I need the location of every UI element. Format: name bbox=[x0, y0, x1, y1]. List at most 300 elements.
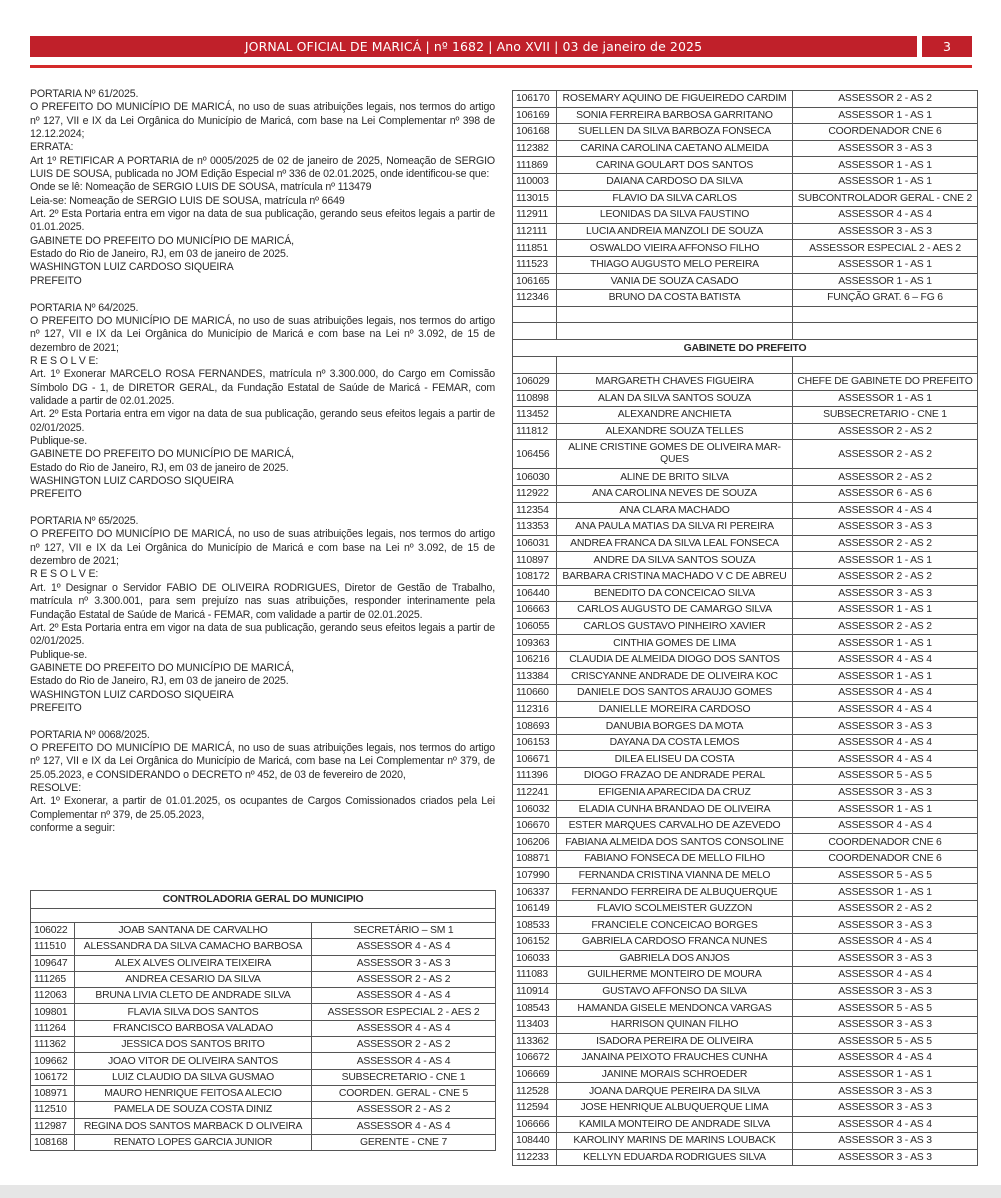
cargo-cell: ASSESSOR 3 - AS 3 bbox=[793, 917, 978, 934]
cargo-cell: ASSESSOR 2 - AS 2 bbox=[793, 469, 978, 486]
matricula-cell: 106669 bbox=[513, 1066, 557, 1083]
matricula-cell: 110898 bbox=[513, 390, 557, 407]
cargo-cell: ASSESSOR 4 - AS 4 bbox=[312, 1020, 496, 1036]
cargo-cell: ASSESSOR 3 - AS 3 bbox=[793, 1149, 978, 1166]
cargo-cell: ASSESSOR 4 - AS 4 bbox=[793, 934, 978, 951]
matricula-cell: 110914 bbox=[513, 983, 557, 1000]
table-row bbox=[513, 390, 978, 407]
name-cell: ALEXANDRE SOUZA TELLES bbox=[557, 423, 793, 440]
portaria-resolve: R E S O L V E: bbox=[30, 354, 99, 367]
cargo-cell: ASSESSOR 2 - AS 2 bbox=[793, 440, 978, 469]
matricula-cell: 111869 bbox=[513, 157, 557, 174]
matricula-cell: 108871 bbox=[513, 851, 557, 868]
matricula-cell: 106206 bbox=[513, 834, 557, 851]
name-cell: ANA CAROLINA NEVES DE SOUZA bbox=[557, 485, 793, 502]
table-row bbox=[31, 923, 496, 939]
name-cell: ELADIA CUNHA BRANDAO DE OLIVEIRA bbox=[557, 801, 793, 818]
cargo-cell: ASSESSOR 2 - AS 2 bbox=[793, 618, 978, 635]
portaria-publique: Publique-se. bbox=[30, 648, 88, 661]
matricula-cell: 106170 bbox=[513, 91, 557, 108]
cargo-cell: COORDEN. GERAL - CNE 5 bbox=[312, 1085, 496, 1101]
table-row bbox=[31, 1102, 496, 1118]
matricula-cell: 106440 bbox=[513, 585, 557, 602]
cargo-cell: ASSESSOR 3 - AS 3 bbox=[793, 784, 978, 801]
matricula-cell: 111396 bbox=[513, 768, 557, 785]
table-row bbox=[513, 535, 978, 552]
cargo-cell: ASSESSOR 4 - AS 4 bbox=[793, 685, 978, 702]
matricula-cell: 109801 bbox=[31, 1004, 75, 1020]
table-row bbox=[31, 1134, 496, 1150]
name-cell: FLAVIA SILVA DOS SANTOS bbox=[75, 1004, 312, 1020]
cargo-cell: ASSESSOR 3 - AS 3 bbox=[793, 519, 978, 536]
table-row bbox=[513, 967, 978, 984]
cargo-cell: ASSESSOR 4 - AS 4 bbox=[793, 817, 978, 834]
table-row bbox=[513, 1133, 978, 1150]
matricula-cell: 112346 bbox=[513, 290, 557, 307]
name-cell: ALINE CRISTINE GOMES DE OLIVEIRA MAR- QUES bbox=[557, 440, 793, 469]
table-row bbox=[513, 1050, 978, 1067]
controladoria-table bbox=[30, 890, 496, 1151]
section-header-row bbox=[513, 339, 978, 357]
table-row bbox=[513, 602, 978, 619]
matricula-cell: 112594 bbox=[513, 1099, 557, 1116]
cargo-cell: SECRETÁRIO – SM 1 bbox=[312, 923, 496, 939]
cargo-cell: ASSESSOR 1 - AS 1 bbox=[793, 256, 978, 273]
cargo-cell: ASSESSOR 1 - AS 1 bbox=[793, 801, 978, 818]
name-cell: JESSICA DOS SANTOS BRITO bbox=[75, 1037, 312, 1053]
cargo-cell: ASSESSOR 1 - AS 1 bbox=[793, 602, 978, 619]
table-row bbox=[513, 157, 978, 174]
cargo-cell: ASSESSOR 1 - AS 1 bbox=[793, 552, 978, 569]
name-cell: GABRIELA CARDOSO FRANCA NUNES bbox=[557, 934, 793, 951]
cargo-cell: COORDENADOR CNE 6 bbox=[793, 834, 978, 851]
matricula-cell: 106153 bbox=[513, 734, 557, 751]
table-row bbox=[513, 423, 978, 440]
name-cell: BRUNA LIVIA CLETO DE ANDRADE SILVA bbox=[75, 988, 312, 1004]
matricula-cell: 106216 bbox=[513, 651, 557, 668]
table-row bbox=[513, 651, 978, 668]
portaria-local-data: Estado do Rio de Janeiro, RJ, em 03 de janeiro de 2025. bbox=[30, 248, 289, 261]
name-cell: FERNANDO FERREIRA DE ALBUQUERQUE bbox=[557, 884, 793, 901]
name-cell: FRANCISCO BARBOSA VALADAO bbox=[75, 1020, 312, 1036]
name-cell: MARGARETH CHAVES FIGUEIRA bbox=[557, 374, 793, 391]
cargo-cell: ASSESSOR 2 - AS 2 bbox=[793, 535, 978, 552]
matricula-cell: 106663 bbox=[513, 602, 557, 619]
matricula-cell: 106033 bbox=[513, 950, 557, 967]
journal-header-title: JORNAL OFICIAL DE MARICÁ | nº 1682 | Ano XVII | 03 de janeiro de 2025 bbox=[30, 36, 917, 57]
cargo-cell: ASSESSOR 2 - AS 2 bbox=[793, 423, 978, 440]
cargo-cell: ASSESSOR 5 - AS 5 bbox=[793, 768, 978, 785]
matricula-cell: 108168 bbox=[31, 1134, 75, 1150]
table-row bbox=[513, 190, 978, 207]
portaria-title: PORTARIA Nº 64/2025. bbox=[30, 301, 139, 314]
name-cell: CARLOS GUSTAVO PINHEIRO XAVIER bbox=[557, 618, 793, 635]
table-row bbox=[513, 568, 978, 585]
cargo-cell: ASSESSOR 3 - AS 3 bbox=[793, 140, 978, 157]
name-cell: ALAN DA SILVA SANTOS SOUZA bbox=[557, 390, 793, 407]
table-row bbox=[513, 173, 978, 190]
cargo-cell: ASSESSOR 3 - AS 3 bbox=[793, 223, 978, 240]
table-row bbox=[31, 939, 496, 955]
table-row bbox=[513, 900, 978, 917]
portaria-local-data: Estado do Rio de Janeiro, RJ, em 03 de janeiro de 2025. bbox=[30, 461, 289, 474]
matricula-cell: 113353 bbox=[513, 519, 557, 536]
portaria-65 bbox=[30, 515, 495, 715]
cargo-cell: ASSESSOR 4 - AS 4 bbox=[793, 701, 978, 718]
table-row bbox=[513, 469, 978, 486]
table-row bbox=[513, 701, 978, 718]
name-cell: ALINE DE BRITO SILVA bbox=[557, 469, 793, 486]
portaria-64 bbox=[30, 302, 495, 502]
matricula-cell: 106168 bbox=[513, 124, 557, 141]
matricula-cell: 112233 bbox=[513, 1149, 557, 1166]
name-cell: BRUNO DA COSTA BATISTA bbox=[557, 290, 793, 307]
portaria-intro: O PREFEITO DO MUNICÍPIO DE MARICÁ, no uso de suas atribuições legais, nos termos do artigo nº 127, VII e IX da Lei Orgânica do Município de Maricá, com base na Lei Complementar nº 398 de 12.12.2024; bbox=[30, 101, 495, 141]
matricula-cell: 107990 bbox=[513, 867, 557, 884]
name-cell: DIOGO FRAZAO DE ANDRADE PERAL bbox=[557, 768, 793, 785]
cargo-cell: ASSESSOR 1 - AS 1 bbox=[793, 107, 978, 124]
blank-row bbox=[513, 357, 978, 374]
name-cell: JOSE HENRIQUE ALBUQUERQUE LIMA bbox=[557, 1099, 793, 1116]
name-cell: KELLYN EDUARDA RODRIGUES SILVA bbox=[557, 1149, 793, 1166]
cargo-cell: ASSESSOR 3 - AS 3 bbox=[793, 1099, 978, 1116]
name-cell: ANDRE DA SILVA SANTOS SOUZA bbox=[557, 552, 793, 569]
table-row bbox=[31, 1037, 496, 1053]
name-cell: REGINA DOS SANTOS MARBACK D OLIVEIRA bbox=[75, 1118, 312, 1134]
matricula-cell: 111264 bbox=[31, 1020, 75, 1036]
cargo-cell: ASSESSOR 4 - AS 4 bbox=[312, 1053, 496, 1069]
matricula-cell: 108533 bbox=[513, 917, 557, 934]
matricula-cell: 110660 bbox=[513, 685, 557, 702]
cargo-cell: ASSESSOR 1 - AS 1 bbox=[793, 390, 978, 407]
cargo-cell: SUBSECRETARIO - CNE 1 bbox=[793, 407, 978, 424]
name-cell: CARLOS AUGUSTO DE CAMARGO SILVA bbox=[557, 602, 793, 619]
cargo-cell: ASSESSOR 4 - AS 4 bbox=[793, 1050, 978, 1067]
section-title: CONTROLADORIA GERAL DO MUNICIPIO bbox=[31, 891, 496, 909]
table-row bbox=[31, 1085, 496, 1101]
name-cell: KAROLINY MARINS DE MARINS LOUBACK bbox=[557, 1133, 793, 1150]
table-row bbox=[513, 1149, 978, 1166]
table-row bbox=[513, 950, 978, 967]
matricula-cell: 111510 bbox=[31, 939, 75, 955]
portaria-art1: Art. 1º Designar o Servidor FABIO DE OLIVEIRA RODRIGUES, Diretor de Gestão de Trabalho, matrícula nº 3.300.001, para sem prejuízo nas suas atribuições, responder interinamente pela Fundação Estatal de Saúde de Maricá - FEMAR, com validade a partir de 02.01.2025. bbox=[30, 581, 495, 621]
table-row bbox=[31, 1020, 496, 1036]
matricula-cell: 112382 bbox=[513, 140, 557, 157]
portaria-title: PORTARIA Nº 61/2025. bbox=[30, 88, 139, 100]
portaria-art1: Art. 1º Exonerar, a partir de 01.01.2025, os ocupantes de Cargos Comissionados criados pela Lei Complementar nº 379, de 25.05.2023, bbox=[30, 795, 495, 821]
table-row bbox=[31, 955, 496, 971]
name-cell: VANIA DE SOUZA CASADO bbox=[557, 273, 793, 290]
cargo-cell: ASSESSOR 3 - AS 3 bbox=[793, 1016, 978, 1033]
cargo-cell: ASSESSOR 4 - AS 4 bbox=[793, 734, 978, 751]
portaria-role: PREFEITO bbox=[30, 274, 82, 287]
cargo-cell: ASSESSOR 1 - AS 1 bbox=[793, 635, 978, 652]
section-title: GABINETE DO PREFEITO bbox=[513, 339, 978, 357]
matricula-cell: 111265 bbox=[31, 971, 75, 987]
name-cell: DANIELE DOS SANTOS ARAUJO GOMES bbox=[557, 685, 793, 702]
table-row bbox=[513, 618, 978, 635]
cargo-cell: ASSESSOR 2 - AS 2 bbox=[793, 568, 978, 585]
portaria-signer: WASHINGTON LUIZ CARDOSO SIQUEIRA bbox=[30, 688, 234, 701]
portaria-art1: Art 1º RETIFICAR A PORTARIA de nº 0005/2025 de 02 de janeiro de 2025, Nomeação de SERGIO LUIS DE SOUSA, publicada no JOM Edição Especial nº 336 de 02.01.2025, onde identificou-se que: bbox=[30, 154, 495, 181]
table-row bbox=[31, 1053, 496, 1069]
name-cell: LUIZ CLAUDIO DA SILVA GUSMAO bbox=[75, 1069, 312, 1085]
name-cell: CARINA CAROLINA CAETANO ALMEIDA bbox=[557, 140, 793, 157]
cargo-cell: ASSESSOR ESPECIAL 2 - AES 2 bbox=[793, 240, 978, 257]
table-row bbox=[513, 751, 978, 768]
table-row bbox=[513, 734, 978, 751]
cargo-cell: ASSESSOR 4 - AS 4 bbox=[793, 751, 978, 768]
matricula-cell: 110003 bbox=[513, 173, 557, 190]
matricula-cell: 113362 bbox=[513, 1033, 557, 1050]
table-row bbox=[513, 552, 978, 569]
cargo-cell: ASSESSOR 5 - AS 5 bbox=[793, 867, 978, 884]
cargo-cell: GERENTE - CNE 7 bbox=[312, 1134, 496, 1150]
cargo-cell: ASSESSOR 1 - AS 1 bbox=[793, 157, 978, 174]
portaria-gabinete: GABINETE DO PREFEITO DO MUNICÍPIO DE MARICÁ, bbox=[30, 234, 294, 247]
table-row bbox=[513, 1033, 978, 1050]
cargo-cell: ASSESSOR 5 - AS 5 bbox=[793, 1033, 978, 1050]
matricula-cell: 112111 bbox=[513, 223, 557, 240]
name-cell: FERNANDA CRISTINA VIANNA DE MELO bbox=[557, 867, 793, 884]
name-cell: ANA CLARA MACHADO bbox=[557, 502, 793, 519]
matricula-cell: 106029 bbox=[513, 374, 557, 391]
blank-row bbox=[513, 323, 978, 340]
matricula-cell: 110897 bbox=[513, 552, 557, 569]
table-row bbox=[513, 273, 978, 290]
matricula-cell: 106670 bbox=[513, 817, 557, 834]
matricula-cell: 106671 bbox=[513, 751, 557, 768]
cargo-cell: ASSESSOR 3 - AS 3 bbox=[793, 1133, 978, 1150]
cargo-cell: SUBSECRETARIO - CNE 1 bbox=[312, 1069, 496, 1085]
name-cell: CARINA GOULART DOS SANTOS bbox=[557, 157, 793, 174]
name-cell: ISADORA PEREIRA DE OLIVEIRA bbox=[557, 1033, 793, 1050]
matricula-cell: 112528 bbox=[513, 1083, 557, 1100]
cargo-cell: ASSESSOR 3 - AS 3 bbox=[793, 1083, 978, 1100]
table-row bbox=[513, 685, 978, 702]
portaria-role: PREFEITO bbox=[30, 701, 82, 714]
table-row bbox=[513, 290, 978, 307]
cargo-cell: CHEFE DE GABINETE DO PREFEITO bbox=[793, 374, 978, 391]
name-cell: FLAVIO SCOLMEISTER GUZZON bbox=[557, 900, 793, 917]
matricula-cell: 109647 bbox=[31, 955, 75, 971]
name-cell: BENEDITO DA CONCEICAO SILVA bbox=[557, 585, 793, 602]
matricula-cell: 106169 bbox=[513, 107, 557, 124]
cargo-cell: ASSESSOR 2 - AS 2 bbox=[793, 91, 978, 108]
table-row bbox=[513, 834, 978, 851]
matricula-cell: 106055 bbox=[513, 618, 557, 635]
table-row bbox=[513, 107, 978, 124]
portaria-local-data: Estado do Rio de Janeiro, RJ, em 03 de janeiro de 2025. bbox=[30, 675, 289, 688]
table-row bbox=[31, 971, 496, 987]
matricula-cell: 112063 bbox=[31, 988, 75, 1004]
cargo-cell: ASSESSOR 4 - AS 4 bbox=[312, 939, 496, 955]
cargo-cell: ASSESSOR 4 - AS 4 bbox=[793, 502, 978, 519]
cargo-cell: ASSESSOR 4 - AS 4 bbox=[312, 988, 496, 1004]
cargo-cell: ASSESSOR 3 - AS 3 bbox=[793, 718, 978, 735]
matricula-cell: 108543 bbox=[513, 1000, 557, 1017]
left-column-text bbox=[30, 88, 495, 835]
name-cell: ANDREA CESARIO DA SILVA bbox=[75, 971, 312, 987]
portaria-intro: O PREFEITO DO MUNICÍPIO DE MARICÁ, no uso de suas atribuições legais, nos termos do artigo nº 127, VII e IX da Lei Orgânica do Município de Maricá e com base na Lei nº 3.092, de 15 de dezembro de 2021; bbox=[30, 528, 495, 568]
matricula-cell: 111083 bbox=[513, 967, 557, 984]
name-cell: HARRISON QUINAN FILHO bbox=[557, 1016, 793, 1033]
matricula-cell: 112241 bbox=[513, 784, 557, 801]
portaria-signer: WASHINGTON LUIZ CARDOSO SIQUEIRA bbox=[30, 261, 234, 274]
spacer bbox=[30, 502, 495, 515]
cargo-cell: ASSESSOR 4 - AS 4 bbox=[312, 1118, 496, 1134]
cargo-cell: ASSESSOR 3 - AS 3 bbox=[793, 585, 978, 602]
table-row bbox=[513, 801, 978, 818]
portaria-resolve: RESOLVE: bbox=[30, 782, 82, 795]
matricula-cell: 106672 bbox=[513, 1050, 557, 1067]
name-cell: ROSEMARY AQUINO DE FIGUEIREDO CARDIM bbox=[557, 91, 793, 108]
portaria-publique: Publique-se. bbox=[30, 434, 88, 447]
matricula-cell: 112354 bbox=[513, 502, 557, 519]
table-row bbox=[513, 1116, 978, 1133]
matricula-cell: 111851 bbox=[513, 240, 557, 257]
name-cell: LUCIA ANDREIA MANZOLI DE SOUZA bbox=[557, 223, 793, 240]
blank-row bbox=[31, 909, 496, 923]
name-cell: HAMANDA GISELE MENDONCA VARGAS bbox=[557, 1000, 793, 1017]
matricula-cell: 106032 bbox=[513, 801, 557, 818]
portaria-art1: Art. 1º Exonerar MARCELO ROSA FERNANDES, matrícula nº 3.300.000, do Cargo em Comissão Símbolo DG - 1, de DIRETOR GERAL, da Fundação Estatal de Saúde de Maricá - FEMAR, com validade a partir de 02.01.2025. bbox=[30, 368, 495, 407]
matricula-cell: 106165 bbox=[513, 273, 557, 290]
table-row bbox=[513, 585, 978, 602]
portaria-conforme: conforme a seguir: bbox=[30, 822, 116, 835]
matricula-cell: 106030 bbox=[513, 469, 557, 486]
portaria-leia-se: Leia-se: Nomeação de SERGIO LUIS DE SOUSA, matrícula nº 6649 bbox=[30, 194, 345, 207]
cargo-cell: ASSESSOR 2 - AS 2 bbox=[793, 900, 978, 917]
name-cell: BARBARA CRISTINA MACHADO V C DE ABREU bbox=[557, 568, 793, 585]
matricula-cell: 106152 bbox=[513, 934, 557, 951]
table-row bbox=[513, 91, 978, 108]
table-row bbox=[513, 784, 978, 801]
matricula-cell: 106031 bbox=[513, 535, 557, 552]
table-row bbox=[513, 240, 978, 257]
cargo-cell: ASSESSOR 3 - AS 3 bbox=[312, 955, 496, 971]
table-row bbox=[513, 635, 978, 652]
name-cell: GUILHERME MONTEIRO DE MOURA bbox=[557, 967, 793, 984]
matricula-cell: 108440 bbox=[513, 1133, 557, 1150]
matricula-cell: 108693 bbox=[513, 718, 557, 735]
matricula-cell: 112987 bbox=[31, 1118, 75, 1134]
table-row bbox=[513, 140, 978, 157]
matricula-cell: 112510 bbox=[31, 1102, 75, 1118]
name-cell: FABIANO FONSECA DE MELLO FILHO bbox=[557, 851, 793, 868]
matricula-cell: 112911 bbox=[513, 207, 557, 224]
name-cell: JOAB SANTANA DE CARVALHO bbox=[75, 923, 312, 939]
table-row bbox=[513, 223, 978, 240]
table-row bbox=[513, 867, 978, 884]
table-row bbox=[513, 934, 978, 951]
table-row bbox=[513, 485, 978, 502]
name-cell: GUSTAVO AFFONSO DA SILVA bbox=[557, 983, 793, 1000]
table-row bbox=[513, 917, 978, 934]
portaria-0068 bbox=[30, 729, 495, 836]
table-row bbox=[31, 1118, 496, 1134]
table-row bbox=[513, 1016, 978, 1033]
cargo-cell: ASSESSOR 2 - AS 2 bbox=[312, 1037, 496, 1053]
cargo-cell: ASSESSOR 2 - AS 2 bbox=[312, 971, 496, 987]
matricula-cell: 108971 bbox=[31, 1085, 75, 1101]
table-row bbox=[513, 440, 978, 469]
cargo-cell: ASSESSOR 3 - AS 3 bbox=[793, 950, 978, 967]
page-number: 3 bbox=[922, 36, 972, 57]
name-cell: EFIGENIA APARECIDA DA CRUZ bbox=[557, 784, 793, 801]
spacer bbox=[30, 288, 495, 301]
cargo-cell: ASSESSOR 3 - AS 3 bbox=[793, 983, 978, 1000]
matricula-cell: 111812 bbox=[513, 423, 557, 440]
cargo-cell: ASSESSOR 4 - AS 4 bbox=[793, 1116, 978, 1133]
table-row bbox=[513, 1000, 978, 1017]
portaria-61 bbox=[30, 88, 495, 288]
matricula-cell: 111362 bbox=[31, 1037, 75, 1053]
matricula-cell: 112922 bbox=[513, 485, 557, 502]
table-row bbox=[513, 256, 978, 273]
matricula-cell: 106172 bbox=[31, 1069, 75, 1085]
matricula-cell: 113403 bbox=[513, 1016, 557, 1033]
cargo-cell: FUNÇÃO GRAT. 6 – FG 6 bbox=[793, 290, 978, 307]
matricula-cell: 111523 bbox=[513, 256, 557, 273]
cargo-cell: ASSESSOR ESPECIAL 2 - AES 2 bbox=[312, 1004, 496, 1020]
table-row bbox=[513, 519, 978, 536]
table-row bbox=[513, 851, 978, 868]
cargo-cell: ASSESSOR 1 - AS 1 bbox=[793, 173, 978, 190]
cargo-cell: SUBCONTROLADOR GERAL - CNE 2 bbox=[793, 190, 978, 207]
cargo-cell: ASSESSOR 2 - AS 2 bbox=[312, 1102, 496, 1118]
name-cell: FLAVIO DA SILVA CARLOS bbox=[557, 190, 793, 207]
name-cell: ANDREA FRANCA DA SILVA LEAL FONSECA bbox=[557, 535, 793, 552]
name-cell: MAURO HENRIQUE FEITOSA ALECIO bbox=[75, 1085, 312, 1101]
table-row bbox=[513, 1099, 978, 1116]
name-cell: DILEA ELISEU DA COSTA bbox=[557, 751, 793, 768]
section-header-row bbox=[31, 891, 496, 909]
portaria-art2: Art. 2º Esta Portaria entra em vigor na data de sua publicação, gerando seus efeitos legais a partir de 01.01.2025. bbox=[30, 208, 495, 234]
name-cell: JOANA DARQUE PEREIRA DA SILVA bbox=[557, 1083, 793, 1100]
matricula-cell: 106456 bbox=[513, 440, 557, 469]
cargo-cell: ASSESSOR 1 - AS 1 bbox=[793, 1066, 978, 1083]
matricula-cell: 113384 bbox=[513, 668, 557, 685]
cargo-cell: COORDENADOR CNE 6 bbox=[793, 851, 978, 868]
portaria-title: PORTARIA Nº 65/2025. bbox=[30, 515, 139, 528]
table-row bbox=[513, 884, 978, 901]
portaria-signer: WASHINGTON LUIZ CARDOSO SIQUEIRA bbox=[30, 475, 234, 488]
table-row bbox=[513, 502, 978, 519]
portaria-onde-se-le: Onde se lê: Nomeação de SERGIO LUIS DE SOUSA, matrícula nº 113479 bbox=[30, 181, 372, 194]
table-row bbox=[513, 1083, 978, 1100]
name-cell: PAMELA DE SOUZA COSTA DINIZ bbox=[75, 1102, 312, 1118]
matricula-cell: 106666 bbox=[513, 1116, 557, 1133]
name-cell: GABRIELA DOS ANJOS bbox=[557, 950, 793, 967]
name-cell: ALEXANDRE ANCHIETA bbox=[557, 407, 793, 424]
portaria-art2: Art. 2º Esta Portaria entra em vigor na data de sua publicação, gerando seus efeitos legais a partir de 02/01/2025. bbox=[30, 621, 495, 648]
cargo-cell: COORDENADOR CNE 6 bbox=[793, 124, 978, 141]
cargo-cell: ASSESSOR 6 - AS 6 bbox=[793, 485, 978, 502]
portaria-resolve: R E S O L V E: bbox=[30, 568, 99, 581]
table-row bbox=[513, 668, 978, 685]
matricula-cell: 109662 bbox=[31, 1053, 75, 1069]
portaria-art2: Art. 2º Esta Portaria entra em vigor na data de sua publicação, gerando seus efeitos legais a partir de 02/01/2025. bbox=[30, 408, 495, 434]
name-cell: THIAGO AUGUSTO MELO PEREIRA bbox=[557, 256, 793, 273]
matricula-cell: 106337 bbox=[513, 884, 557, 901]
name-cell: DANIELLE MOREIRA CARDOSO bbox=[557, 701, 793, 718]
name-cell: FRANCIELE CONCEICAO BORGES bbox=[557, 917, 793, 934]
name-cell: ESTER MARQUES CARVALHO DE AZEVEDO bbox=[557, 817, 793, 834]
name-cell: LEONIDAS DA SILVA FAUSTINO bbox=[557, 207, 793, 224]
spacer bbox=[30, 715, 495, 728]
matricula-cell: 106149 bbox=[513, 900, 557, 917]
